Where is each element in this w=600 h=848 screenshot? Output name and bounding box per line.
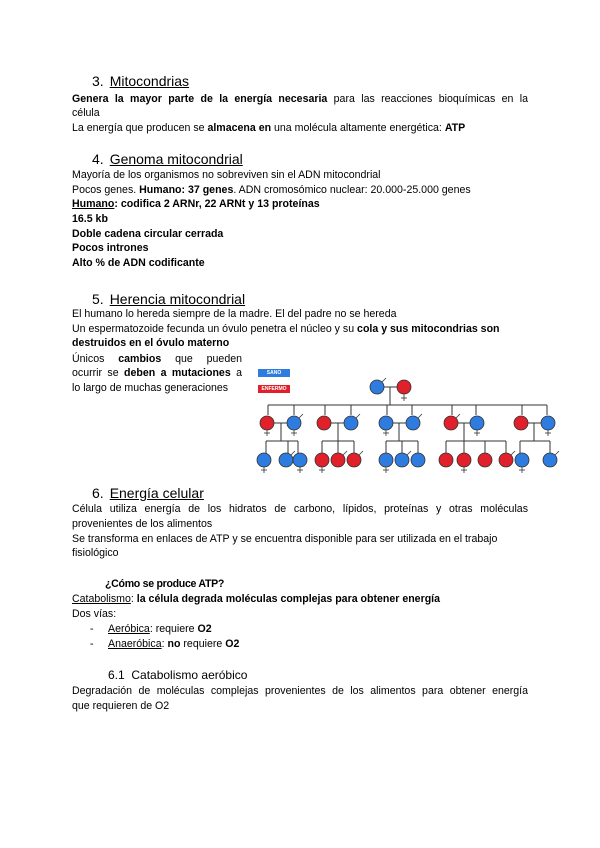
s5-line-4: Únicos cambios que pueden <box>72 353 242 365</box>
legend-healthy: SANO <box>258 369 290 377</box>
s6-line-4: fisiológico <box>72 547 119 559</box>
bullet-dash: - <box>90 638 94 650</box>
bullet-dash: - <box>90 623 94 635</box>
section-4-heading: 4. Genoma mitocondrial <box>92 151 243 167</box>
subsection-6-1-heading: 6.1 Catabolismo aeróbico <box>108 668 248 682</box>
s6-line-2: provenientes de los alimentos <box>72 518 213 530</box>
s5-line-2: Un espermatozoide fecunda un óvulo penetra el núcleo y su cola y sus mitocondrias son <box>72 323 500 335</box>
s6-1-line-2: que requieren de O2 <box>72 700 170 712</box>
s3-line-3: La energía que producen se almacena en una molécula altamente energética: ATP <box>72 122 466 134</box>
s6-two-ways: Dos vías: <box>72 608 117 620</box>
s3-line-1: Genera la mayor parte de la energía necesaria para las reacciones bioquímicas en la <box>72 93 528 105</box>
legend-sick: ENFERMO <box>258 385 290 393</box>
s5-line-3: destruidos en el óvulo materno <box>72 337 230 349</box>
s6-bullet-aerobic: Aeróbica: requiere O2 <box>108 623 212 635</box>
s4-line-1: Mayoría de los organismos no sobreviven sin el ADN mitocondrial <box>72 169 381 181</box>
s3-line-2: célula <box>72 107 100 119</box>
s6-line-3: Se transforma en enlaces de ATP y se encuentra disponible para ser utilizada en el trabajo <box>72 533 498 545</box>
section-6-heading: 6. Energía celular <box>92 485 204 501</box>
s4-line-5: Doble cadena circular cerrada <box>72 228 224 240</box>
s6-question: ¿Cómo se produce ATP? <box>105 578 225 590</box>
s6-bullet-anaerobic: Anaeróbica: no requiere O2 <box>108 638 240 650</box>
pedigree-diagram <box>250 365 570 480</box>
s6-1-line-1: Degradación de moléculas complejas provenientes de los alimentos para obtener energía <box>72 685 528 697</box>
s4-line-3: Humano: codifica 2 ARNr, 22 ARNt y 13 proteínas <box>72 198 320 210</box>
s4-line-4: 16.5 kb <box>72 213 108 225</box>
s6-catabolism: Catabolismo: la célula degrada moléculas complejas para obtener energía <box>72 593 441 605</box>
section-3-heading: 3. Mitocondrias <box>92 73 190 89</box>
section-5-heading: 5. Herencia mitocondrial <box>92 291 246 307</box>
s4-line-7: Alto % de ADN codificante <box>72 257 205 269</box>
s6-line-1: Célula utiliza energía de los hidratos de carbono, lípidos, proteínas y otras moléculas <box>72 503 528 515</box>
s5-line-1: El humano lo hereda siempre de la madre. El del padre no se hereda <box>72 308 397 320</box>
s5-line-5: ocurrir se deben a mutaciones a <box>72 367 242 379</box>
s4-line-6: Pocos intrones <box>72 242 149 254</box>
s4-line-2: Pocos genes. Humano: 37 genes. ADN cromosómico nuclear: 20.000-25.000 genes <box>72 184 471 196</box>
s5-line-6: lo largo de muchas generaciones <box>72 382 229 394</box>
